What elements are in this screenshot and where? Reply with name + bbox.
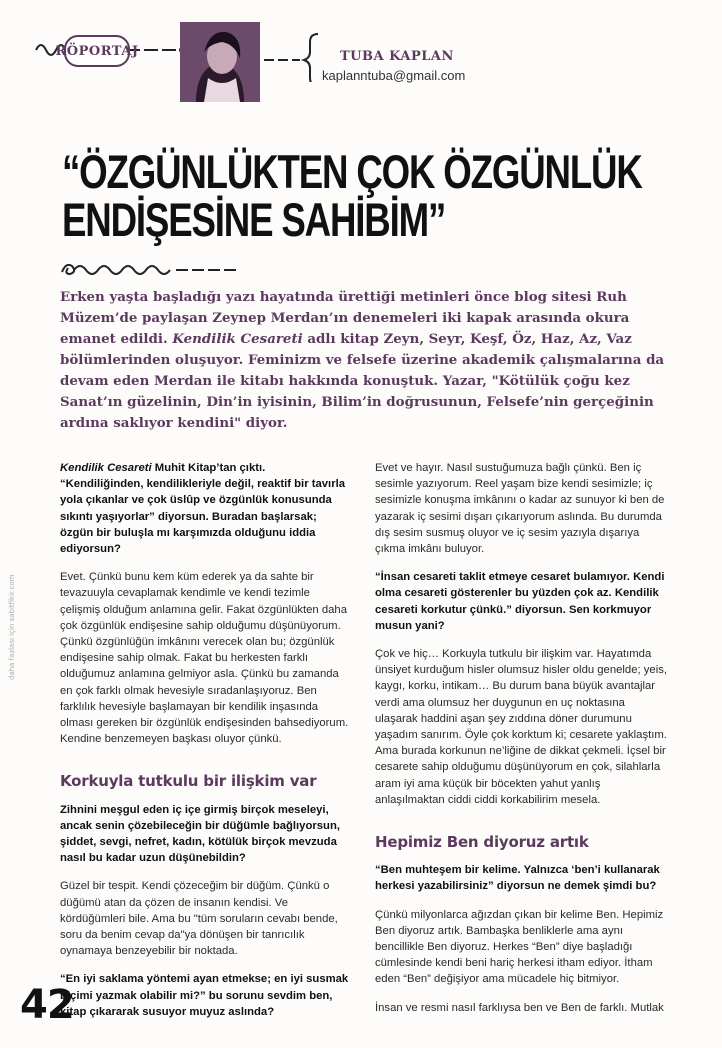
answer-5: Çünkü milyonlarca ağızdan çıkan bir kelime Ben. Hepimiz Ben diyoruz artık. Bambaşka benliklerle ama aynı bencillikle Ben diyoruz. Herkes “Ben” diye başladığı cümlesinde kendi beni hariç herkesi itham ediyor. İtham eden “Ben” değişiyor ama mücadele hiç bitmiyor. bbox=[375, 908, 664, 986]
subheading-1: Korkuyla tutkulu bir ilişkim var bbox=[60, 772, 317, 791]
lead-paragraph bbox=[60, 287, 672, 434]
lead-text-1: Erken yaşta başladığı yazı hayatında ürettiği metinleri önce blog sitesi Ruh Müzem’de paylaşan Zeynep Merdan’ın denemeleri iki kapak arasında okura emanet edildi. bbox=[60, 289, 630, 347]
answer-3: Evet ve hayır. Nasıl sustuğumuza bağlı çünkü. Ben iç sesimle yazıyorum. Reel yaşam bize kendi sesimizle; iç sesimizle konuşma imkânını o kadar az sunuyor ki ben de yazarak iç sesimi dışarı çıkarıyorum aslında. Bu durumda dış sesim susmuş oluyor ve iç sesim yazıyla dışarıya çıkma imkânı buluyor. bbox=[375, 462, 665, 556]
answer-1: Evet. Çünkü bunu kem küm ederek ya da sahte bir tevazuuyla cevaplamak kendimle ve kendi tezimle çelişmiş olduğum anlamına gelir. Fakat özgünlükten daha çok özgünlük endişesine sahip olduğumu düşünüyorum. Çünkü özgünlüğün imkânını verecek olan bu; özgünlük endişesine sahip olmak. Fakat bu herkesten farklı olduğumuz anlamına gelmiyor asla. Çünkü bu zamanda en çok farklı olmak hevesiyle sıradanlaşıyoruz. Ben farklılık hevesiyle başlamayan bir kendilik inşasında olması gereken bir özgünlük endişesinden bahsediyorum. Kendine benzemeyen başkası oluyor çünkü. bbox=[60, 571, 349, 746]
side-credit: daha fazlası için sabitfikir.com bbox=[8, 574, 16, 680]
headline-line-2: ENDİŞESİNE SAHİBİM” bbox=[62, 193, 446, 246]
author-photo bbox=[180, 22, 260, 102]
lead-book-title: Kendilik Cesareti bbox=[172, 331, 303, 347]
question-1 bbox=[60, 460, 350, 557]
question-3-text: bu sorunu sevdim ben, kitap çıkararak susuyor muyuz aslında? bbox=[60, 989, 333, 1018]
answer-4: Çok ve hiç… Korkuyla tutkulu bir ilişkim var. Hayatımda ünsiyet kurduğum hisler olumsuz hisler oldu genelde; yeis, kaygı, korku, intikam… Bu durum bana büyük avantajlar verdi ama olumsuz her duygunun en uç noktasına ulaşarak haddini aşan şey zıddına döner durumunu yaşadım sanırım. Öyle çok korktum ki; cesarete yaklaştım. Ama burada korkunun ne’liğine de dikkat çekmeli. İçsel bir cesarete sahip olduğumu düşünüyorum en çok, silahlarla aram iyi ama küçük bir böcekten yahut yanlış anlaşılmaktan ciddi ciddi korkabilirim mesela. bbox=[375, 648, 667, 806]
question-2: Zihnini meşgul eden iç içe girmiş birçok meseleyi, ancak senin çözebileceğin bir düğümle bağlıyorsun, şiddet, sevgi, nefret, kadın, kötülük birçok mevzuda nasıl bu kadar uzun düşünebildin? bbox=[60, 803, 340, 865]
headline-line-1: “ÖZGÜNLÜKTEN ÇOK ÖZGÜNLÜK bbox=[62, 145, 642, 198]
headline-ornament bbox=[58, 258, 248, 280]
subheading-2: Hepimiz Ben diyoruz artık bbox=[375, 833, 589, 852]
headline bbox=[62, 145, 642, 246]
author-name: TUBA KAPLAN bbox=[340, 49, 454, 64]
question-3-quote: “En iyi saklama yöntemi ayan etmekse; en iyi susmak biçimi yazmak olabilir mi?” bbox=[60, 973, 349, 1002]
answer-2: Güzel bir tespit. Kendi çözeceğim bir düğüm. Çünkü o düğümü atan da çözen de insanın kendisi. Ve kördüğümleri bile. Ama bu "tüm soruların cevabı bende, soru da benim cevap da"ya dönüşen bir tanrıcılık oynamaya benzeyebilir bir noktada. bbox=[60, 880, 338, 958]
question-1-text: Muhit Kitap’tan çıktı. “Kendiliğinden, kendilikleriyle değil, reaktif bir tavırla yola çıkanlar ve çok üslûp ve özgünlük konusunda sıkıntı yaşıyorlar” diyorsun. Buradan başlarsak; özgün bir buluşla mı karşımızda olduğunu iddia ediyorsun? bbox=[60, 462, 346, 556]
author-email[interactable]: kaplanntuba@gmail.com bbox=[322, 68, 466, 83]
question-1-book-title: Kendilik Cesareti bbox=[60, 462, 152, 474]
left-column bbox=[60, 460, 350, 1032]
section-label: RÖPORTAJ bbox=[64, 35, 130, 67]
lead-text-2: adlı kitap Zeyn, Seyr, Keşf, Öz, Haz, Az, Vaz bölümlerinden oluşuyor. Feminizm ve felsefe üzerine akademik çalışmalarına da devam eden Merdan ile kitabı hakkında konuştuk. Yazar, "Kötülük çoğu kez Sanat’ın güzelinin, Din’in iyisinin, Bilim’in doğrusunun, Felsefe’nin gerçeğinin ardına saklıyor kendini" diyor. bbox=[60, 331, 665, 431]
answer-6: İnsan ve resmi nasıl farklıysa ben ve Ben de farklı. Mutlak bbox=[375, 1001, 664, 1014]
right-column bbox=[375, 460, 667, 1028]
question-4: “İnsan cesareti taklit etmeye cesaret bulamıyor. Kendi olma cesareti gösterenler bu yüzden çok az. Kendilik cesareti korkutur çünkü.” diyorsun. Sen korkmuyor musun yani? bbox=[375, 571, 665, 632]
question-3 bbox=[60, 971, 350, 1020]
question-5: “Ben muhteşem bir kelime. Yalnızca ‘ben’i kullanarak herkesi yazabilirsiniz” diyorsun ne demek şimdi bu? bbox=[375, 864, 660, 893]
page-number: 42 bbox=[20, 982, 74, 1028]
